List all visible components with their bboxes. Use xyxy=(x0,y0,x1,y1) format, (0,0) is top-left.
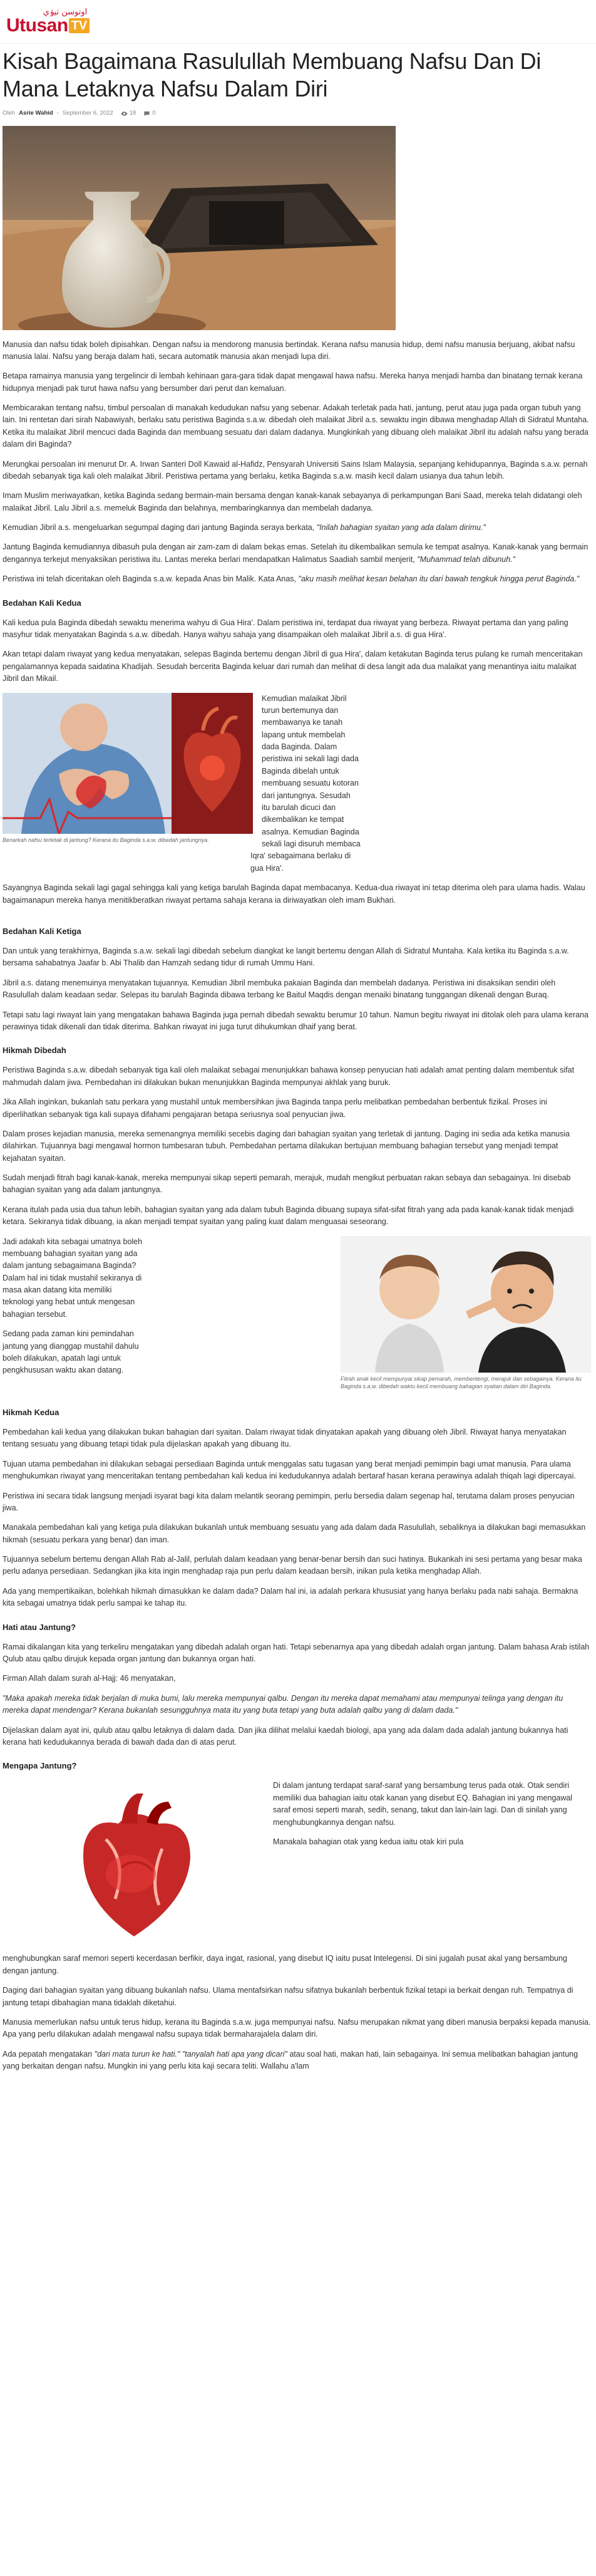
intro-paragraph-7: Kemudian Jibril a.s. mengeluarkan segumpal daging dari jantung Baginda seraya berkata, "Inilah bahagian syaitan yang ada dalam dirimu." xyxy=(3,523,486,532)
section4-paragraph-5: Tujuannya sebelum bertemu dengan Allah Rab al-Jalil, perlulah dalam keadaan yang benar-benar bersih dan suci hatinya. Bukankah ini sesi pertama yang besar maka perlu adanya persediaan. Sedangkan jika kita ingin menghadap raja pun perlu dalam keadaan bersih, inikan pula ketika menghadap Allah. xyxy=(3,1555,582,1576)
section1-paragraph-2: Akan tetapi dalam riwayat yang kedua menyatakan, selepas Baginda bertemu dengan Jibril di gua Hira', dalam ketakutan Baginda terus pulang ke rumah menceritakan pengalamannya kepada saidatina Khadijah. Sesudah bercerita Baginda keluar dari rumah dan melihat di desa langit ada dua malaikat yang menantinya iaitu malaikat Jibril dan Mikail. xyxy=(3,650,583,683)
intro-paragraph-4: Ketika itu malaikat Jibril mencuci dada Baginda dan membuang sesuatu dari dalam dadanya. Mungkinkah yang dibuang oleh malaikat Jibril itu adalah nafsu yang berada dalam diri Baginda? xyxy=(3,427,588,449)
article-title: Kisah Bagaimana Rasulullah Membuang Nafsu Dan Di Mana Letaknya Nafsu Dalam Diri xyxy=(3,48,542,101)
eye-icon xyxy=(121,110,128,117)
heart-attack-figure xyxy=(3,693,253,844)
section-heading-hikmah-kedua: Hikmah Kedua xyxy=(3,1407,59,1417)
heart-pain-illustration xyxy=(3,693,253,834)
figure-caption: Benarkah nafsu terletak di jantung? Kerana itu Baginda s.a.w. dibedah jantungnya. xyxy=(3,836,209,843)
site-header xyxy=(0,0,596,44)
section3-paragraph-2: Jika Allah inginkan, bukanlah satu perkara yang mustahil untuk membersihkan jiwa Baginda tanpa perlu melibatkan pembedahan berbentuk fizikal. Proses ini diperlihatkan sebanyak tiga kali supaya difahami pengajaran betapa seriusnya soal penyucian jiwa. xyxy=(3,1098,547,1119)
section2-paragraph-1: Dan untuk yang terakhirnya, Baginda s.a.w. sekali lagi dibedah sebelum diangkat ke langit bertemu dengan Allah di Sidratul Muntaha. Kala ketika itu Baginda s.a.w. bersama sahabatnya Jaafar b. Abi Thalib dan Hamzah sedang tidur di rumah Ummu Hani. xyxy=(3,947,569,968)
hero-image xyxy=(3,126,396,330)
comment-icon xyxy=(143,110,150,117)
intro-paragraph-1: Manusia dan nafsu tidak boleh dipisahkan. Dengan nafsu ia mendorong manusia bertindak. Kerana nafsu manusia hidup, demi nafsu manusia berjuang, akibat nafsu manusia lalai. Nafsu yang beraja dalam hati, secara automatik manusia akan menjadi lupa diri. xyxy=(3,340,575,361)
section6-paragraph-5: Ada pepatah mengatakan "dari mata turun ke hati." "tanyalah hati apa yang dicari" atau soal hati, makan hati, lain sebagainya. Ini semua melibatkan bahagian jantung yang berkaitan dengan nafsu. Mungkin ini yang perlu kita kaji secara teliti. Wallahu a'lam xyxy=(3,2049,578,2071)
section-heading-bedahan-kali-kedua: Bedahan Kali Kedua xyxy=(3,598,81,608)
section-heading-mengapa-jantung: Mengapa Jantung? xyxy=(3,1761,77,1771)
section4-paragraph-3: Peristiwa ini secara tidak langsung menjadi isyarat bagi kita dalam melantik seorang pemimpin, perlu bersedia dalam segenap hal, terutama dalam proses penyucian jiwa. xyxy=(3,1491,575,1512)
section5-paragraph-1: Ramai dikalangan kita yang terkeliru mengatakan yang dibedah adalah organ hati. Tetapi sebenarnya apa yang dibedah adalah organ jantung. Dalam bahasa Arab istilah Qulub atau qalbu dirujuk kepada organ jantung dan bukannya organ hati. xyxy=(3,1642,590,1664)
section5-paragraph-4: Dijelaskan dalam ayat ini, qulub atau qalbu letaknya di dalam dada. Dan jika dilihat melalui kaedah biologi, apa yang ada dalam dada adalah jantung bukannya hati kerana hati kedudukannya berada di bawah dada dan di atas perut. xyxy=(3,1725,568,1747)
meta-by-label: Oleh xyxy=(3,109,16,117)
intro-paragraph-2: Betapa ramainya manusia yang tergelincir di lembah kehinaan gara-gara tidak dapat mengawal hawa nafsu. Mereka hanya menjadi hamba dan binatang ternak kerana hidupnya menjadi pak turut hawa nafsu yang bersumber dari perut dan kemaluan. xyxy=(3,371,583,393)
section3-paragraph-5: Kerana itulah pada usia dua tahun lebih, bahagian syaitan yang ada dalam tubuh Baginda dibuang supaya sifat-sifat fitrah yang ada pada kanak-kanak tidak menjadi ketara. Sekiranya tidak dibuang, ia akan menjadi tempat syaitan yang paling kuat dalam menguasai seseorang. xyxy=(3,1205,574,1227)
publish-date: September 6, 2022 xyxy=(62,109,113,117)
logo-tv-badge: TV xyxy=(69,18,90,33)
section3-paragraph-3: Dalam proses kejadian manusia, mereka semenangnya memiliki secebis daging dari bahagian syaitan yang terletak di jantung. Daging ini sedia ada ketika manusia dilahirkan. Tujuannya bagi mengawal hormon tumbesaran tubuh. Pembedahan pertama dilakukan bertujuan membuang bahagian tersebut yang menjadi tempat kejahatan syaitan. xyxy=(3,1129,570,1163)
section6-paragraph-2-end: menghubungkan saraf memori seperti kecerdasan berfikir, daya ingat, rasional, yang disebut IQ iaitu pusat Intelegensi. Di sini jugalah pusat akal yang bersambung dengan jantung. xyxy=(3,1954,567,1975)
section6-paragraph-2-start: Manakala bahagian otak yang kedua iaitu otak kiri pula xyxy=(273,1837,464,1846)
section4-paragraph-6: Ada yang mempertikaikan, bolehkah hikmah dimasukkan ke dalam dada? Dalam hal ini, ia adalah perkara khususiat yang hanya berlaku pada nabi sahaja. Bermakna kita sebagai umatnya tidak perlu sampai ke tahap itu. xyxy=(3,1586,578,1608)
angry-child-image xyxy=(341,1236,591,1373)
section1-paragraph-1: Kali kedua pula Baginda dibedah sewaktu menerima wahyu di Gua Hira'. Dalam peristiwa ini, terdapat dua riwayat yang berbeza. Riwayat pertama dan yang paling masyhur tidak menyatakan Baginda s.a.w. dibedah. Hanya wahyu sahaja yang disampaikan oleh malaikat Jibril a.s. di gua Hira'. xyxy=(3,618,568,640)
section6-figure-block xyxy=(3,1780,591,1985)
section6-paragraph-4: Manusia memerlukan nafsu untuk terus hidup, kerana itu Baginda s.a.w. juga mempunyai nafsu. Nafsu merupakan nikmat yang diberi manusia berpaksi kepada manusia. Apa yang perlu dilakukan adalah mengawal nafsu supaya tidak bermaharajalela dalam diri. xyxy=(3,2017,591,2039)
section3-figure-block xyxy=(3,1236,591,1395)
intro-paragraph-6: Imam Muslim meriwayatkan, ketika Baginda sedang bermain-main bersama dengan kanak-kanak sebayanya di perkampungan Bani Saad, mereka telah didatangi oleh malaikat Jibril. Lalu Jibril a.s. memeluk Baginda dan belahnya, membaringkannya dan membelah dadanya. xyxy=(3,491,582,512)
angry-child-figure xyxy=(341,1236,591,1390)
article-meta xyxy=(3,109,591,118)
section2-paragraph-3: Tetapi satu lagi riwayat lain yang mengatakan bahawa Baginda juga pernah dibedah sewaktu berumur 10 tahun. Namun begitu riwayat ini ditolak oleh para ulama kerana perawinya tidak dikenali dan tidak diterima. Bahkan riwayat ini juga turut dihukumkan dhaif yang berat. xyxy=(3,1010,589,1031)
section-heading-hati-atau-jantung: Hati atau Jantung? xyxy=(3,1622,76,1632)
section6-paragraph-1: Di dalam jantung terdapat saraf-saraf yang bersambung terus pada otak. Otak sendiri memiliki dua bahagian iaitu otak kanan yang disebut EQ. Bahagian ini yang mengawal saraf emosi seperti marah, sedih, senang, takut dan lain-lain lagi. Dan di sinilah yang menghubungkannya dengan nafsu. xyxy=(273,1781,573,1827)
parent-scolding-child-illustration xyxy=(341,1236,591,1373)
section6-paragraph-3: Daging dari bahagian syaitan yang dibuang bukanlah nafsu. Ulama mentafsirkan nafsu sifatnya bukanlah berbentuk fizikal tetapi ia berkait dengan ruh. Tempatnya di jantung tetapi dibahagian mana tidaklah diketahui. xyxy=(3,1986,573,2007)
site-logo[interactable] xyxy=(6,8,90,35)
section3-paragraph-4: Sudah menjadi fitrah bagi kanak-kanak, mereka mempunyai sikap seperti pemarah, merajuk, mudah mengikut perbuatan rakan sebaya dan sebagainya. Ini disebab bahagian syaitan yang ada dalam jantungnya. xyxy=(3,1173,571,1195)
heart-attack-image xyxy=(3,693,253,834)
logo-arabic-text: اوتوسن تيۏي xyxy=(43,8,88,17)
heart-anatomy-figure xyxy=(3,1780,264,1948)
view-count xyxy=(121,109,136,118)
comment-count[interactable] xyxy=(143,109,155,118)
logo-wordmark: Utusan xyxy=(6,15,68,36)
quote-text: "aku masih melihat kesan belahan itu dari bawah tengkuk hingga perut Baginda." xyxy=(298,574,580,584)
section5-paragraph-2: Firman Allah dalam surah al-Hajj: 46 menyatakan, xyxy=(3,1674,176,1683)
quote-text: "Muhammad telah dibunuh." xyxy=(417,554,516,564)
intro-paragraph-5: Merungkai persoalan ini menurut Dr. A. Irwan Santeri Doll Kawaid al-Hafidz, Pensyarah Universiti Sains Islam Malaysia, sepanjang kehidupannya, Baginda s.a.w. pernah dibedah sebanyak tiga kali oleh malaikat Jibril. Peristiwa pertama yang berlaku, ketika Baginda s.a.w. masih kecil dalam usianya dua tahun lebih. xyxy=(3,459,588,480)
article-container xyxy=(0,44,596,2072)
section-heading-hikmah-dibedah: Hikmah Dibedah xyxy=(3,1046,66,1056)
quote-text: "dari mata turun ke hati." xyxy=(94,2049,180,2059)
quote-text: "Inilah bahagian syaitan yang ada dalam dirimu." xyxy=(316,523,486,532)
article-body xyxy=(3,339,591,2073)
heart-anatomy-image xyxy=(3,1780,264,1948)
intro-paragraph-3: Membicarakan tentang nafsu, timbul persoalan di manakah kedudukan nafsu yang sebenar. Adakah terletak pada hati, jantung, perut atau juga pada organ tubuh yang lain. Ini rentetan dari sirah Nabawiyah, berlaku satu peristiwa Baginda s.a.w. dibedah oleh malaikat Jibril a.s. sewaktu ingin dibawa menghadap Allah di Sidratul Muntaha. xyxy=(3,403,589,425)
figure-caption: Fitrah anak kecil mempunyai sikap pemarah, membentengi, merajuk dan sebagainya. Kerana itu Baginda s.a.w. dibedah waktu kecil membuang bahagian syaitan dalam diri Baginda. xyxy=(341,1375,582,1389)
author-link[interactable]: Asrie Wahid xyxy=(19,109,53,117)
section1-paragraph-3: Kemudian malaikat Jibril turun bertemunya dan membawanya ke tanah lapang untuk membelah dada Baginda. Dalam peristiwa ini sekali lagi dada Baginda dibelah untuk membuang sesuatu kotoran dari jantungnya. Sesudah itu barulah dicuci dan dikembalikan ke tempat asalnya. Kemudian Baginda sekali lagi disuruh membaca Iqra' sebagaimana berlaku di gua Hira'. xyxy=(250,693,361,873)
quote-text: "tanyalah hati apa yang dicari" xyxy=(182,2049,287,2059)
section4-paragraph-4: Manakala pembedahan kali yang ketiga pula dilakukan bukanlah untuk membuang sesuatu yang ada dalam dada Rasulullah, sebaliknya ia dilakukan bagi memasukkan hikmah (sesuatu perkara yang benar) dan iman. xyxy=(3,1523,586,1544)
desert-tent-jug-image xyxy=(3,126,396,330)
intro-paragraph-9: Peristiwa ini telah diceritakan oleh Baginda s.a.w. kepada Anas bin Malik. Kata Anas, "aku masih melihat kesan belahan itu dari bawah tengkuk hingga perut Baginda." xyxy=(3,574,580,584)
section5-quran-quote: "Maka apakah mereka tidak berjalan di muka bumi, lalu mereka mempunyai qalbu. Dengan itu mereka dapat memahami atau mempunyai telinga yang dengan itu mereka dapat mendengar? Kerana bukanlah sesungguhnya mata itu yang buta tetapi yang buta adalah qalbu yang di dalam dada." xyxy=(3,1693,563,1715)
view-count-value: 18 xyxy=(129,109,136,117)
section1-paragraph-4: Sayangnya Baginda sekali lagi gagal sehingga kali yang ketiga barulah Baginda dapat membacanya. Kedua-dua riwayat ini tetap diterima oleh para ulama hadis. Walau bagaimanapun mereka hanya menitikberatkan riwayat pertama sahaja kerana ia diriwayatkan oleh imam Bukhari. xyxy=(3,883,585,905)
meta-separator: - xyxy=(56,109,59,117)
section4-paragraph-2: Tujuan utama pembedahan ini dilakukan sebagai persediaan Baginda untuk menggalas satu tugasan yang berat menjadi pemimpin bagi umat manusia. Para ulama menghukumkan riwayat yang menceritakan tentang pembedahan kali kedua ini kedudukannya adalah bertaraf hasan kerana perawinya adalah thiqah lagi dipercayai. xyxy=(3,1459,576,1481)
section3-paragraph-1: Peristiwa Baginda s.a.w. dibedah sebanyak tiga kali oleh malaikat sebagai menunjukkan bahawa konsep penyucian hati adalah amat penting dalam membentuk sifat mahmudah dalam jiwa. Pembedahan ini dilakukan bukan menunjukkan Baginda mempunyai akhlak yang buruk. xyxy=(3,1066,575,1087)
section4-paragraph-1: Pembedahan kali kedua yang dilakukan bukan bahagian dari syaitan. Dalam riwayat tidak dinyatakan apakah yang dibuang oleh Jibril. Riwayat hanya menyatakan tentang sesuatu yang dibuang tetapi tidak pula dijelaskan apakah yang dibuang itu. xyxy=(3,1428,567,1449)
section-heading-bedahan-kali-ketiga: Bedahan Kali Ketiga xyxy=(3,926,81,936)
heart-anatomy-illustration xyxy=(3,1780,264,1948)
section3-paragraph-6: Jadi adakah kita sebagai umatnya boleh membuang bahagian syaitan yang ada dalam jantung sebagaimana Baginda? Dalam hal ini tidak mustahil sekiranya di masa akan datang kita memiliki teknologi yang hebat untuk mengesan bahagian tersebut. xyxy=(3,1237,143,1319)
section1-figure-block xyxy=(3,693,591,914)
section2-paragraph-2: Jibril a.s. datang menemuinya menyatakan tujuannya. Kemudian Jibril membuka pakaian Baginda dan membelah dadanya. Peristiwa ini disaksikan sendiri oleh Rasulullah dalam keadaan sedar. Selepas itu barulah Baginda dibawa terbang ke Baitul Maqdis dengan menaiki binatang tunggangan dikenali dengan Buraq. xyxy=(3,978,556,1000)
comment-count-value: 0 xyxy=(152,109,156,117)
intro-paragraph-8: Jantung Baginda kemudiannya dibasuh pula dengan air zam-zam di dalam bekas emas. Setelah itu dikembalikan semula ke tempat asalnya. Kanak-kanak yang bermain dengannya terkejut menyaksikan peristiwa itu. Lantas mereka berlari mendapatkan Halimatus Saadiah sambil menjerit, "Muhammad telah dibunuh." xyxy=(3,543,588,564)
section3-paragraph-7: Sedang pada zaman kini pemindahan jantung yang dianggap mustahil dahulu boleh dilakukan, apatah lagi untuk pengkhususan waktu akan datang. xyxy=(3,1329,139,1375)
